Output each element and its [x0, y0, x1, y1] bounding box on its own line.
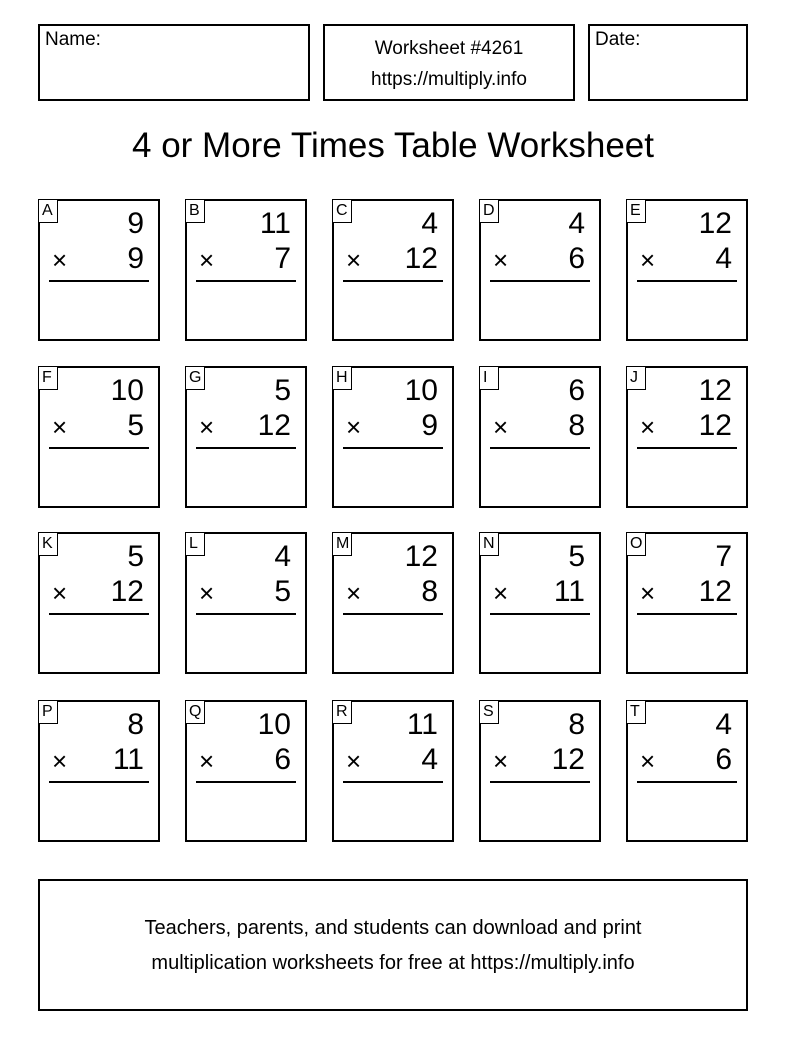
multiplicand: 7	[715, 540, 732, 573]
times-icon: ×	[640, 412, 656, 442]
multiplier: 6	[274, 743, 291, 776]
multiplicand: 5	[274, 374, 291, 407]
multiplicand: 10	[404, 374, 438, 407]
answer-rule	[49, 781, 149, 783]
multiplier: 12	[551, 743, 585, 776]
problem-card[interactable]	[185, 700, 307, 842]
problem-card[interactable]	[332, 366, 454, 508]
problem-card[interactable]	[626, 532, 748, 674]
problem-card[interactable]	[479, 199, 601, 341]
multiplier: 11	[112, 743, 144, 776]
times-icon: ×	[52, 412, 68, 442]
multiplier: 12	[698, 575, 732, 608]
multiplicand: 5	[127, 540, 144, 573]
problem-letter: B	[185, 199, 205, 223]
answer-rule	[637, 447, 737, 449]
multiplier: 6	[715, 743, 732, 776]
times-icon: ×	[346, 245, 362, 275]
footer-line-1: Teachers, parents, and students can download and print	[144, 917, 642, 939]
multiplicand: 12	[698, 207, 732, 240]
multiplicand: 11	[259, 207, 291, 240]
times-icon: ×	[493, 412, 509, 442]
multiplicand: 5	[568, 540, 585, 573]
answer-rule	[343, 781, 443, 783]
times-icon: ×	[493, 746, 509, 776]
problem-card[interactable]	[626, 700, 748, 842]
problem-card[interactable]	[185, 532, 307, 674]
multiplier: 5	[274, 575, 291, 608]
multiplicand: 9	[127, 207, 144, 240]
problem-card[interactable]	[332, 700, 454, 842]
times-icon: ×	[199, 746, 215, 776]
problem-letter: E	[626, 199, 646, 223]
problem-card[interactable]	[479, 366, 601, 508]
multiplicand: 4	[568, 207, 585, 240]
problem-letter: H	[332, 366, 352, 390]
problem-card[interactable]	[38, 199, 160, 341]
multiplier: 12	[404, 242, 438, 275]
multiplicand: 4	[274, 540, 291, 573]
times-icon: ×	[199, 412, 215, 442]
problem-card[interactable]	[38, 532, 160, 674]
multiplier: 8	[421, 575, 438, 608]
multiplier: 4	[421, 743, 438, 776]
problem-card[interactable]	[38, 700, 160, 842]
problem-card[interactable]	[332, 199, 454, 341]
name-label: Name:	[45, 29, 101, 50]
answer-rule	[637, 613, 737, 615]
multiplier: 4	[715, 242, 732, 275]
problem-letter: Q	[185, 700, 205, 724]
multiplier: 12	[257, 409, 291, 442]
problem-letter: O	[626, 532, 646, 556]
multiplicand: 10	[257, 708, 291, 741]
times-icon: ×	[493, 578, 509, 608]
multiplier: 11	[553, 575, 585, 608]
problem-letter: L	[185, 532, 205, 556]
date-label: Date:	[595, 29, 641, 50]
multiplicand: 4	[715, 708, 732, 741]
problem-card[interactable]	[479, 532, 601, 674]
problem-letter: A	[38, 199, 58, 223]
times-icon: ×	[52, 746, 68, 776]
multiplier: 5	[127, 409, 144, 442]
problem-card[interactable]	[185, 199, 307, 341]
multiplier: 9	[127, 242, 144, 275]
problem-letter: R	[332, 700, 352, 724]
multiplier: 12	[698, 409, 732, 442]
footer-text	[40, 911, 746, 981]
times-icon: ×	[52, 245, 68, 275]
problem-letter: D	[479, 199, 499, 223]
times-icon: ×	[199, 245, 215, 275]
times-icon: ×	[52, 578, 68, 608]
times-icon: ×	[346, 412, 362, 442]
answer-rule	[490, 781, 590, 783]
problem-card[interactable]	[626, 199, 748, 341]
multiplicand: 11	[406, 708, 438, 741]
multiplicand: 10	[110, 374, 144, 407]
problem-card[interactable]	[332, 532, 454, 674]
multiplicand: 12	[404, 540, 438, 573]
worksheet-number: Worksheet #4261	[374, 38, 524, 59]
problem-letter: P	[38, 700, 58, 724]
multiplier: 12	[110, 575, 144, 608]
answer-rule	[49, 613, 149, 615]
times-icon: ×	[640, 245, 656, 275]
problem-letter: G	[185, 366, 205, 390]
times-icon: ×	[346, 746, 362, 776]
times-icon: ×	[640, 746, 656, 776]
answer-rule	[196, 447, 296, 449]
multiplier: 8	[568, 409, 585, 442]
problem-card[interactable]	[626, 366, 748, 508]
worksheet-url: https://multiply.info	[371, 69, 527, 90]
answer-rule	[343, 447, 443, 449]
problem-letter: M	[332, 532, 352, 556]
answer-rule	[196, 280, 296, 282]
multiplicand: 4	[421, 207, 438, 240]
problem-card[interactable]	[479, 700, 601, 842]
answer-rule	[49, 280, 149, 282]
page-title: 4 or More Times Table Worksheet	[132, 126, 654, 165]
problem-letter: F	[38, 366, 58, 390]
footer-box	[38, 879, 748, 1011]
multiplicand: 8	[568, 708, 585, 741]
problem-letter: J	[626, 366, 646, 390]
times-icon: ×	[640, 578, 656, 608]
problem-card[interactable]	[185, 366, 307, 508]
answer-rule	[343, 613, 443, 615]
answer-rule	[637, 781, 737, 783]
problem-letter: T	[626, 700, 646, 724]
multiplicand: 12	[698, 374, 732, 407]
answer-rule	[49, 447, 149, 449]
multiplier: 6	[568, 242, 585, 275]
problem-letter: C	[332, 199, 352, 223]
answer-rule	[343, 280, 443, 282]
problem-letter: S	[479, 700, 499, 724]
problem-card[interactable]	[38, 366, 160, 508]
multiplier: 9	[421, 409, 438, 442]
problem-letter: K	[38, 532, 58, 556]
times-icon: ×	[493, 245, 509, 275]
answer-rule	[196, 781, 296, 783]
problem-letter: I	[479, 366, 499, 390]
answer-rule	[637, 280, 737, 282]
multiplicand: 8	[127, 708, 144, 741]
problem-letter: N	[479, 532, 499, 556]
answer-rule	[490, 447, 590, 449]
multiplicand: 6	[568, 374, 585, 407]
times-icon: ×	[199, 578, 215, 608]
multiplier: 7	[274, 242, 291, 275]
answer-rule	[490, 280, 590, 282]
times-icon: ×	[346, 578, 362, 608]
answer-rule	[196, 613, 296, 615]
answer-rule	[490, 613, 590, 615]
footer-line-2: multiplication worksheets for free at https://multiply.info	[151, 952, 635, 974]
